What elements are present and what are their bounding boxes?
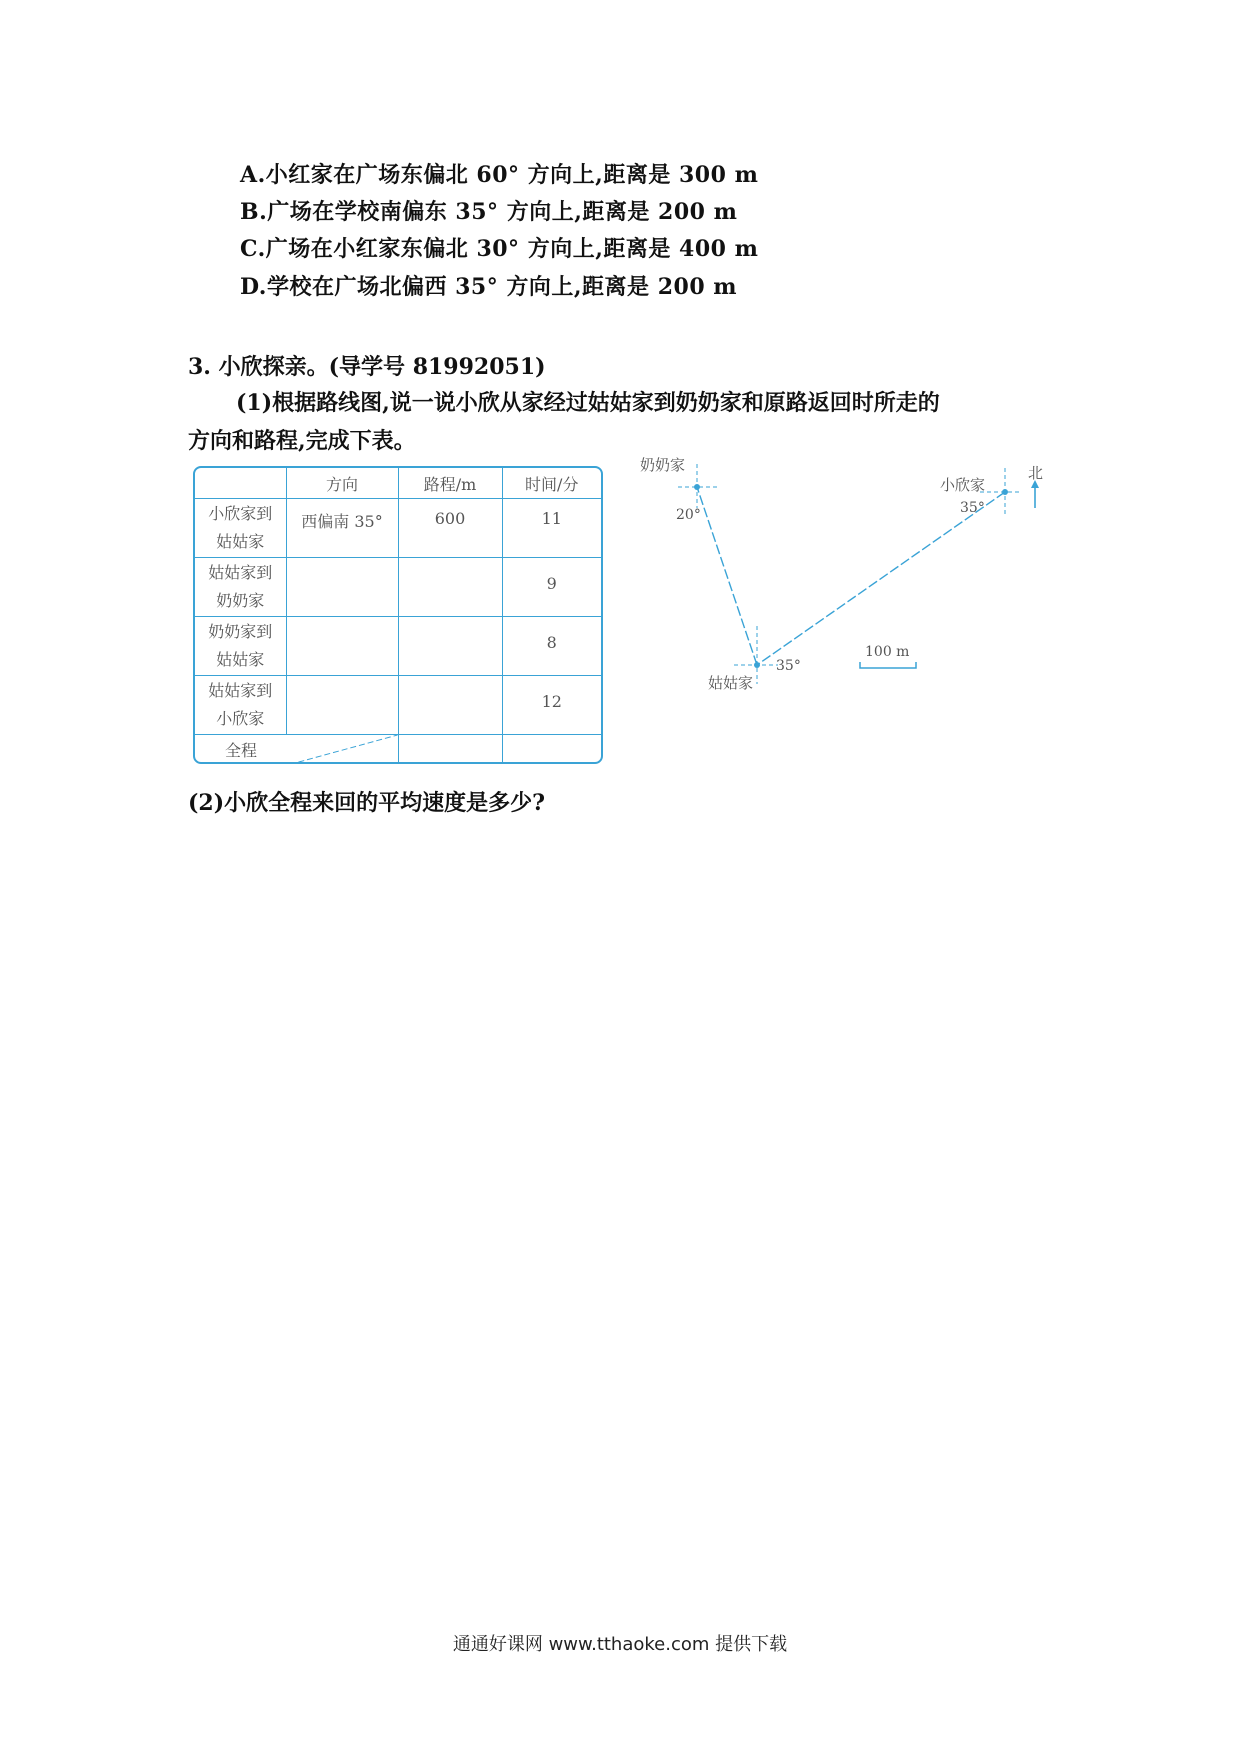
row-place-line2: 姑姑家 xyxy=(216,650,265,669)
row-time: 12 xyxy=(502,676,601,735)
route-map xyxy=(630,456,1070,696)
row-distance: 600 xyxy=(398,499,502,558)
row-place-line1: 小欣家到 xyxy=(208,504,273,523)
row-place-line1: 姑姑家到 xyxy=(208,681,273,700)
row-time: 9 xyxy=(502,558,601,617)
north-label: 北 xyxy=(1028,464,1044,482)
total-diagonal xyxy=(195,735,398,764)
row-place xyxy=(195,558,286,617)
row-place xyxy=(195,499,286,558)
row-place-line1: 姑姑家到 xyxy=(208,563,273,582)
table-header-row xyxy=(195,468,601,499)
footer-text: 通通好课网 www.tthaoke.com 提供下载 xyxy=(452,1634,788,1655)
row-direction: 西偏南 35° xyxy=(286,499,398,558)
aunt-point xyxy=(754,662,760,668)
scale-label: 100 m xyxy=(865,644,910,660)
row-place-line2: 小欣家 xyxy=(216,709,265,728)
total-label: 全程 xyxy=(225,741,258,761)
angle-home: 35° xyxy=(960,500,985,516)
grandma-label: 奶奶家 xyxy=(640,456,686,474)
header-direction: 方向 xyxy=(286,468,398,499)
route-home-to-aunt xyxy=(757,492,1005,665)
table-row xyxy=(195,617,601,676)
angle-grandma: 20° xyxy=(676,507,701,523)
row-place-line2: 奶奶家 xyxy=(216,591,265,610)
scale-bar xyxy=(860,662,916,668)
question-3-sub1-line1: (1)根据路线图,说一说小欣从家经过姑姑家到奶奶家和原路返回时所走的 xyxy=(236,390,940,416)
row-place-line1: 奶奶家到 xyxy=(208,622,273,641)
row-place xyxy=(195,676,286,735)
total-time xyxy=(502,735,601,765)
row-distance xyxy=(398,676,502,735)
aunt-label: 姑姑家 xyxy=(708,674,754,692)
option-b: B.广场在学校南偏东 35° 方向上,距离是 200 m xyxy=(240,199,738,225)
header-place xyxy=(195,468,286,499)
question-3-sub2: (2)小欣全程来回的平均速度是多少? xyxy=(188,790,546,816)
header-distance: 路程/m xyxy=(398,468,502,499)
table-row xyxy=(195,558,601,617)
option-a: A.小红家在广场东偏北 60° 方向上,距离是 300 m xyxy=(240,162,759,188)
table-total-row xyxy=(195,735,601,765)
home-point xyxy=(1002,489,1008,495)
row-distance xyxy=(398,558,502,617)
grandma-point xyxy=(694,484,700,490)
row-direction xyxy=(286,558,398,617)
option-d: D.学校在广场北偏西 35° 方向上,距离是 200 m xyxy=(240,274,738,300)
route-aunt-to-grandma xyxy=(697,487,757,665)
row-distance xyxy=(398,617,502,676)
route-table xyxy=(193,466,603,764)
table-row xyxy=(195,499,601,558)
total-cell xyxy=(195,735,398,765)
question-3-sub1-line2: 方向和路程,完成下表。 xyxy=(188,428,416,454)
row-place xyxy=(195,617,286,676)
row-direction xyxy=(286,617,398,676)
table-row xyxy=(195,676,601,735)
header-time: 时间/分 xyxy=(502,468,601,499)
home-label: 小欣家 xyxy=(940,476,986,494)
row-time: 8 xyxy=(502,617,601,676)
question-3-title: 3. 小欣探亲。(导学号 81992051) xyxy=(188,354,546,380)
row-time: 11 xyxy=(502,499,601,558)
row-direction xyxy=(286,676,398,735)
angle-aunt: 35° xyxy=(776,658,801,674)
row-place-line2: 姑姑家 xyxy=(216,532,265,551)
total-distance xyxy=(398,735,502,765)
option-c: C.广场在小红家东偏北 30° 方向上,距离是 400 m xyxy=(240,236,759,262)
